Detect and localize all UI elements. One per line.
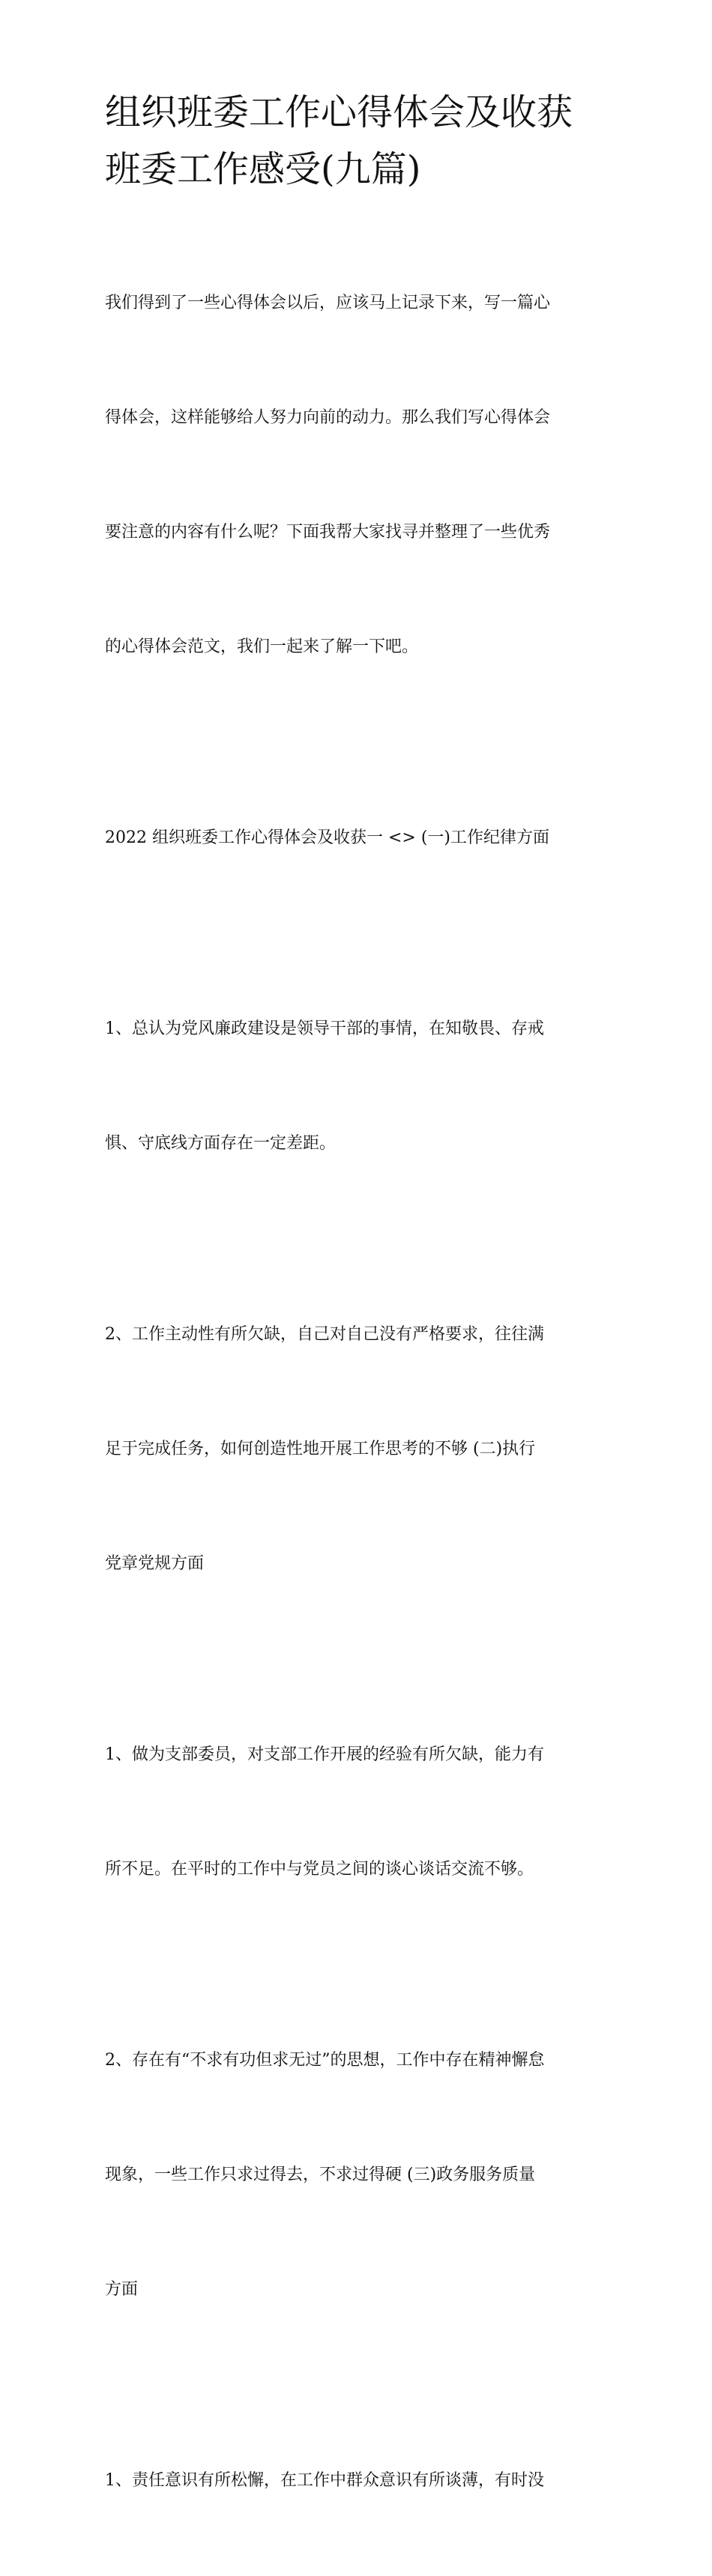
text-line: 2、存在有“不求有功但求无过”的思想，工作中存在精神懈怠: [105, 2051, 545, 2070]
text-line: 党章党规方面: [105, 1554, 205, 1573]
title-line: 组织班委工作心得体会及收获: [105, 91, 573, 133]
text-line: 现象，一些工作只求过得去，不求过得硬 (三)政务服务质量: [105, 2166, 536, 2184]
intro-paragraph: [105, 207, 611, 742]
body-paragraph: [105, 1965, 611, 2385]
body-paragraph: [105, 1659, 611, 1965]
text-line: 我们得到了一些心得体会以后，应该马上记录下来，写一篇心: [105, 294, 551, 312]
body-paragraph: [105, 933, 611, 1239]
document-body: [105, 207, 611, 2576]
text-line: 1、总认为党风廉政建设是领导干部的事情，在知敬畏、存戒: [105, 1019, 544, 1038]
text-line: 足于完成任务，如何创造性地开展工作思考的不够 (二)执行: [105, 1440, 536, 1458]
text-line: 2022 组织班委工作心得体会及收获一 <> (一)工作纪律方面: [105, 828, 550, 847]
text-line: 所不足。在平时的工作中与党员之间的谈心谈话交流不够。: [105, 1860, 534, 1879]
body-paragraph: [105, 1239, 611, 1659]
text-line: 惧、守底线方面存在一定差距。: [105, 1134, 337, 1153]
title-line: 班委工作感受(九篇): [105, 148, 421, 190]
text-line: 1、做为支部委员，对支部工作开展的经验有所欠缺，能力有: [105, 1745, 544, 1764]
text-line: 的心得体会范文，我们一起来了解一下吧。: [105, 637, 419, 656]
text-line: 2、工作主动性有所欠缺，自己对自己没有严格要求，往往满: [105, 1325, 544, 1344]
text-line: 要注意的内容有什么呢？下面我帮大家找寻并整理了一些优秀: [105, 523, 551, 542]
text-line: 1、责任意识有所松懈，在工作中群众意识有所谈薄，有时没: [105, 2471, 544, 2490]
text-line: 得体会，这样能够给人努力向前的动力。那么我们写心得体会: [105, 408, 551, 427]
body-paragraph: [105, 2385, 611, 2576]
text-line: 方面: [105, 2280, 139, 2299]
document-title: [105, 84, 615, 198]
section-heading-paragraph: [105, 742, 611, 933]
